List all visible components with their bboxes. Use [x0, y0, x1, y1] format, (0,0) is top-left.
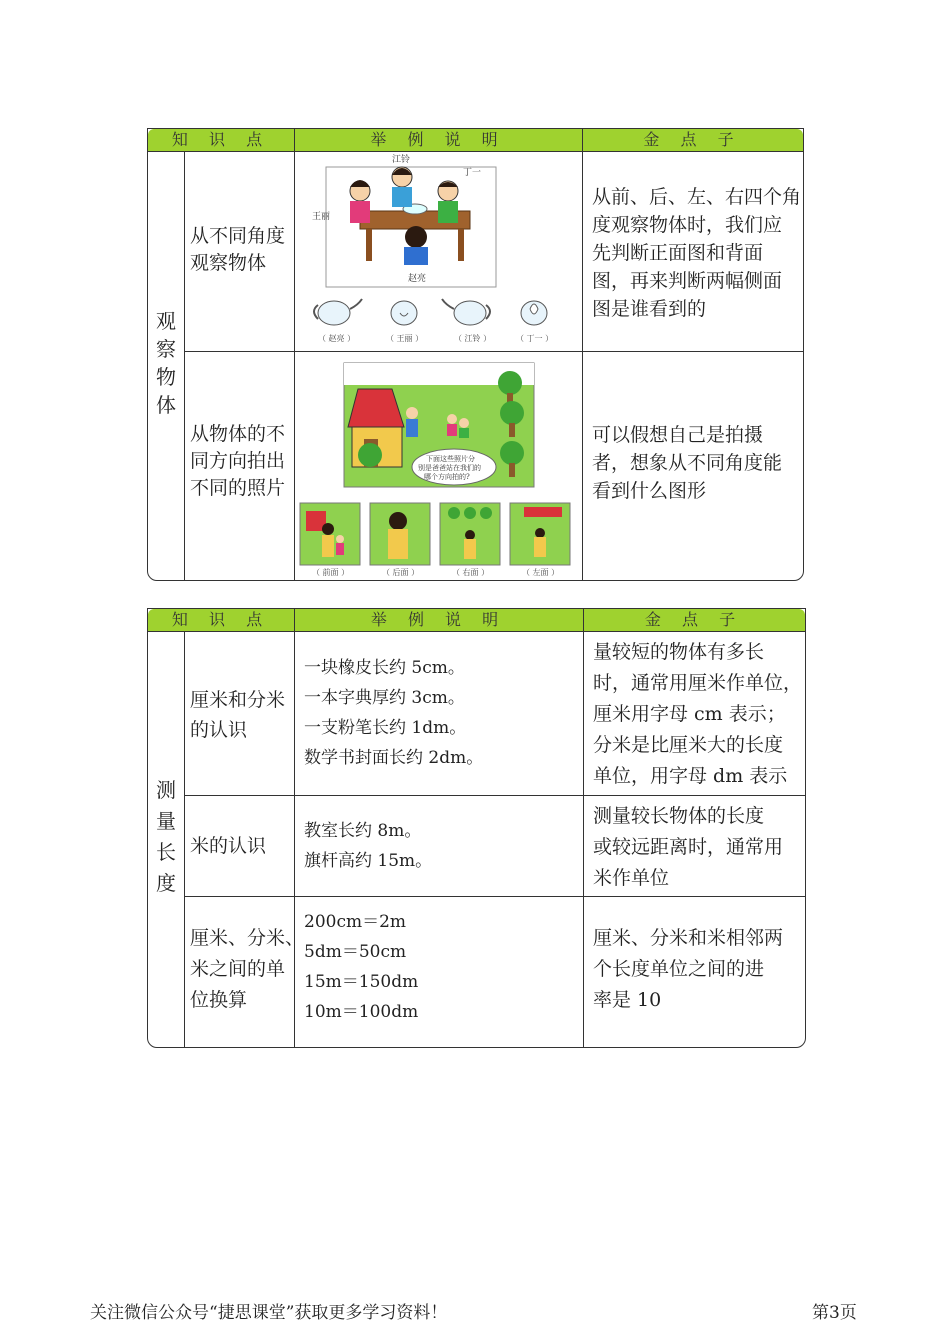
name-label: 王丽 [312, 212, 331, 222]
header-knowledge-point: 知 识 点 [171, 610, 271, 629]
topic-text: 从物体的不 同方向拍出 不同的照片 [190, 423, 286, 499]
image-caption: （ 王丽 ） [386, 334, 424, 343]
table-scene-illustration [298, 153, 578, 353]
tip-text: 厘米、分米和米相邻两 个长度单位之间的进 率是 10 [593, 927, 784, 1011]
topic-text: 厘米、分米、 米之间的单 位换算 [190, 927, 305, 1011]
page-number: 第3页 [812, 1303, 857, 1323]
tip-text: 测量较长物体的长度 或较远距离时，通常用 米作单位 [593, 805, 784, 889]
image-caption: （ 右面 ） [452, 568, 490, 577]
example-text: 200cm＝2m 5dm＝50cm 15m＝150dm 10m＝100dm [304, 912, 419, 1022]
photo-thumbnail [510, 503, 570, 565]
header-knowledge-point: 知 识 点 [171, 130, 271, 149]
teapot-icon [442, 299, 490, 325]
topic-text: 米的认识 [190, 835, 267, 857]
header-example: 举 例 说 明 [370, 610, 507, 629]
name-label: 丁一 [463, 168, 482, 178]
header-example: 举 例 说 明 [370, 130, 506, 149]
image-caption: （ 赵亮 ） [318, 334, 356, 343]
image-caption: （ 左面 ） [522, 568, 560, 577]
header-tip: 金 点 子 [643, 130, 742, 149]
topic-text: 厘米和分米 的认识 [190, 689, 286, 741]
tip-text: 可以假想自己是拍摄 者，想象从不同角度能 看到什么图形 [592, 424, 783, 502]
photo-thumbnail [300, 503, 360, 565]
tip-text: 从前、后、左、右四个角 度观察物体时，我们应 先判断正面图和背面 图，再来判断两幅侧面 图是谁看到的 [592, 186, 802, 320]
image-caption: （ 前面 ） [312, 568, 350, 577]
name-label: 江铃 [392, 155, 411, 165]
name-label: 赵亮 [408, 274, 427, 284]
table-header [148, 129, 803, 152]
tip-text: 量较短的物体有多长 时，通常用厘米作单位， 厘米用字母 cm 表示； 分米是比厘米大的长度 单位，用字母 dm 表示 [593, 641, 803, 787]
teapot-icon [391, 301, 417, 325]
photo-scene-illustration [298, 353, 582, 579]
table-measuring-length [147, 608, 806, 1048]
example-text: 教室长约 8m。 旗杆高约 15m。 [304, 821, 433, 871]
image-caption: （ 丁一 ） [516, 334, 554, 343]
category-label: 观察物体 [156, 309, 176, 417]
footer-promo-text: 关注微信公众号“捷思课堂”获取更多学习资料！ [90, 1303, 448, 1323]
image-caption: （ 后面 ） [382, 568, 420, 577]
example-text: 一块橡皮长约 5cm。 一本字典厚约 3cm。 一支粉笔长约 1dm。 数学书封面长约 2dm。 [304, 658, 484, 768]
topic-text: 从不同角度 观察物体 [190, 225, 286, 274]
header-tip: 金 点 子 [644, 610, 744, 629]
speech-bubble: 下面这些照片分 别是爸爸站在我们的 哪个方向拍的? [418, 455, 481, 481]
teapot-icon [314, 299, 362, 325]
image-caption: （ 江铃 ） [454, 334, 492, 343]
category-label: 测量长度 [156, 778, 176, 895]
photo-thumbnail [440, 503, 500, 565]
teapot-icon [521, 301, 547, 325]
table-header [148, 609, 805, 632]
table-observing-objects [147, 128, 804, 581]
photo-thumbnail [370, 503, 430, 565]
